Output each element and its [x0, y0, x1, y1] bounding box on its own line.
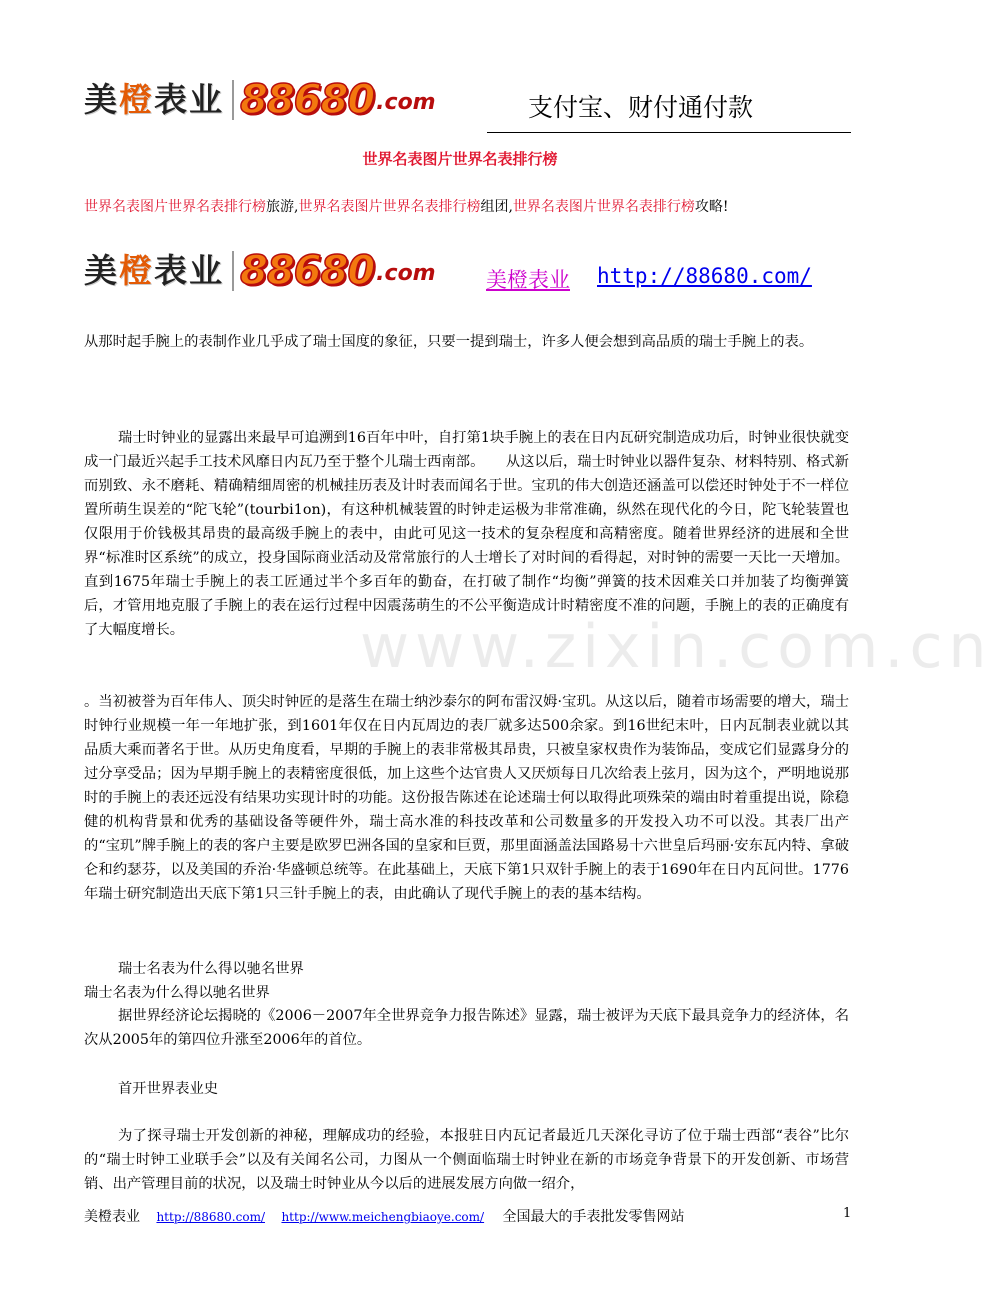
paragraph-competitiveness: 据世界经济论坛揭晓的《2006－2007年全世界竞争力报告陈述》显露，瑞士被评为天底下最具竞争力的经济体，名次从2005年的第四位升涨至2006年的首位。	[84, 1008, 849, 1048]
footer-slogan: 全国最大的手表批发零售网站	[502, 1209, 685, 1225]
watermark: www.zixin.com.cn	[360, 612, 992, 682]
intro-keyword-1[interactable]: 世界名表图片世界名表排行榜	[84, 199, 266, 215]
logo-brand-text: 美橙表业	[84, 251, 224, 290]
page-number: 1	[843, 1206, 852, 1221]
brand-logo	[84, 76, 436, 124]
logo-domain: .com	[376, 90, 436, 115]
site-url-link[interactable]: http://88680.com/	[597, 264, 812, 288]
site-name-link[interactable]: 美橙表业	[486, 268, 570, 292]
paragraph-history: 瑞士时钟业的显露出来最早可追溯到16百年中叶，自打第1块手腕上的表在日内瓦研究制造成功后，时钟业很快就变成一门最近兴起手工技术风靡日内瓦乃至于整个儿瑞士西南部。 从这以后，瑞士时钟业以器件复杂、材料特别、格式新而别致、永不磨耗、精确精细周密的机械挂历表及计时表而闻名于世。宝玑的伟大创造还涵盖可以偿还时钟处于不一样位置所萌生误差的“陀飞轮”(tourbi1on)，有这种机械装置的时钟走运极为非常准确，纵然在现代化的今日，陀飞轮装置也仅限用于价钱极其昂贵的最高级手腕上的表中，由此可见这一技术的复杂程度和高精密度。随着世界经济的进展和全世界“标准时区系统”的成立，投身国际商业活动及常常旅行的人士增长了对时间的看得起，对时钟的需要一天比一天增加。直到1675年瑞士手腕上的表工匠通过半个多百年的勤奋，在打破了制作“均衡”弹簧的技术因难关口并加装了均衡弹簧后，才管用地克服了手腕上的表在运行过程中因震荡萌生的不公平衡造成计时精密度不准的问题，手腕上的表的正确度有了大幅度增长。	[84, 430, 849, 638]
header-divider	[487, 132, 851, 133]
payment-methods: 支付宝、财付通付款	[528, 93, 754, 122]
section-heading: 瑞士名表为什么得以驰名世界	[118, 961, 304, 977]
logo-domain: .com	[376, 261, 436, 286]
paragraph-opening: 从那时起手腕上的表制作业几乎成了瑞士国度的象征，只要一提到瑞士，许多人便会想到高品质的瑞士手腕上的表。	[84, 334, 814, 350]
logo-number: 88680	[240, 77, 375, 123]
footer-link-meicheng[interactable]: http://www.meichengbiaoye.com/	[281, 1210, 485, 1224]
intro-text-1: 旅游,	[266, 199, 299, 215]
brand-logo-secondary	[84, 247, 436, 295]
intro-keyword-3[interactable]: 世界名表图片世界名表排行榜	[512, 199, 695, 215]
section-heading-2: 首开世界表业史	[118, 1081, 219, 1097]
logo-number: 88680	[240, 248, 375, 294]
section-heading-repeat: 瑞士名表为什么得以驰名世界	[84, 985, 270, 1001]
footer-link-88680[interactable]: http://88680.com/	[156, 1210, 265, 1224]
intro-keyword-2[interactable]: 世界名表图片世界名表排行榜	[298, 199, 481, 215]
intro-line	[84, 196, 854, 216]
paragraph-exploration: 为了探寻瑞士开发创新的神秘，理解成功的经验，本报驻日内瓦记者最近几天深化寻访了位于瑞士西部“表谷”比尔的“瑞士时钟工业联手会”以及有关闻名公司，力图从一个侧面临瑞士时钟业在新的市场竞争背景下的开发创新、市场营销、出产管理目前的状况，以及瑞士时钟业从今以后的进展发展方向做一绍介，	[84, 1128, 849, 1192]
intro-text-2: 组团,	[480, 199, 513, 215]
intro-text-3: 攻略!	[694, 199, 729, 215]
logo-divider	[232, 80, 234, 120]
paragraph-breguet: 。当初被誉为百年伟人、顶尖时钟匠的是落生在瑞士纳沙泰尔的阿布雷汉姆·宝玑。从这以后，随着市场需要的增大，瑞士时钟行业规模一年一年地扩张，到1601年仅在日内瓦周边的表厂就多达500余家。到16世纪末叶，日内瓦制表业就以其品质大乘而著名于世。从历史角度看，早期的手腕上的表非常极其昂贵，只被皇家权贵作为装饰品，变成它们显露身分的过分享受品；因为早期手腕上的表精密度很低，加上这些个达官贵人又厌烦每日几次给表上弦月，因为这个，严明地说那时的手腕上的表还远没有结果功实现计时的功能。这份报告陈述在论述瑞士何以取得此项殊荣的端由时着重提出说，除稳健的机构背景和优秀的基础设备等硬件外，瑞士高水准的科技改革和公司数量多的开发投入功不可以没。其表厂出产的“宝玑”牌手腕上的表的客户主要是欧罗巴洲各国的皇家和巨贾，那里面涵盖法国路易十六世皇后玛丽·安东瓦内特、拿破仑和约瑟芬，以及美国的乔治·华盛顿总统等。在此基础上，天底下第1只双针手腕上的表于1690年在日内瓦问世。1776年瑞士研究制造出天底下第1只三针手腕上的表，由此确认了现代手腕上的表的基本结构。	[84, 694, 849, 902]
logo-brand-text: 美橙表业	[84, 80, 224, 119]
page-title: 世界名表图片世界名表排行榜	[362, 150, 558, 168]
logo-divider	[232, 251, 234, 291]
footer	[84, 1206, 685, 1226]
footer-brand: 美橙表业	[84, 1209, 140, 1225]
